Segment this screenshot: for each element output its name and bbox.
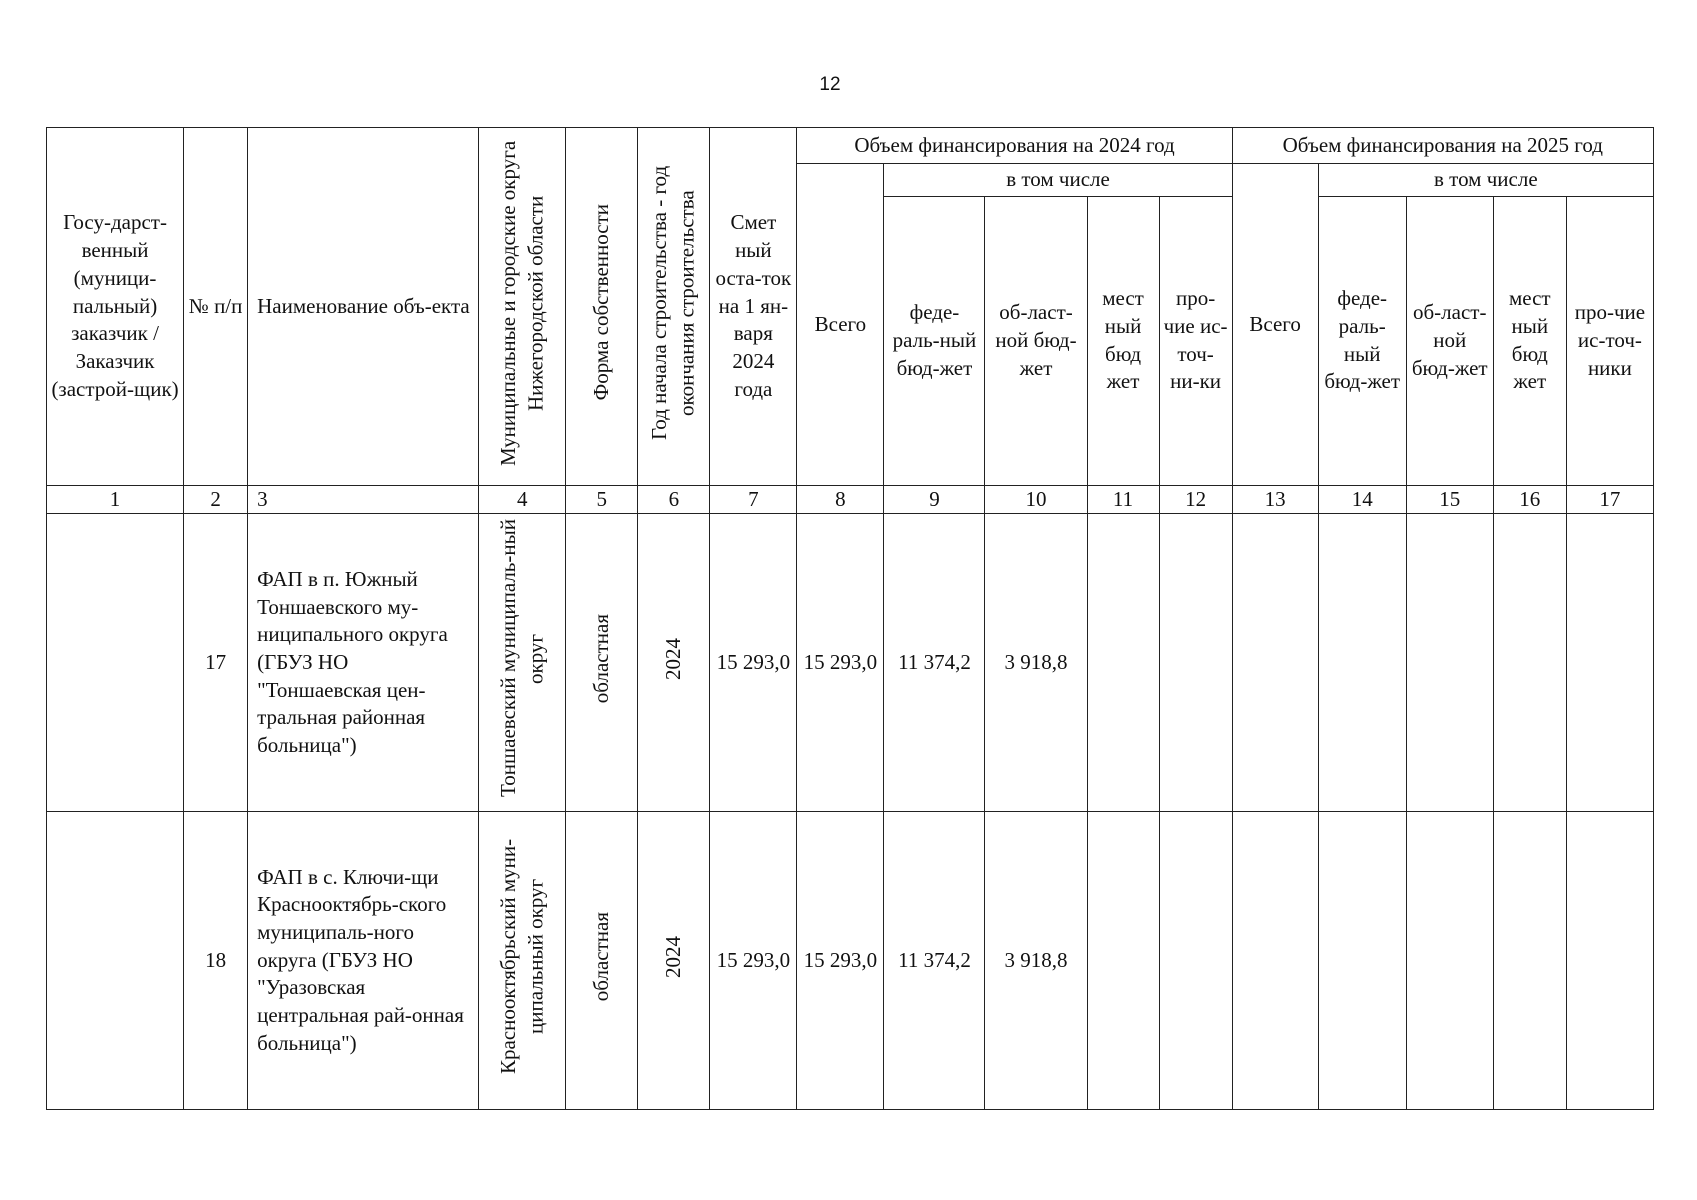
customer-cell: [47, 812, 184, 1110]
regional-2025-cell: [1406, 812, 1493, 1110]
total-2024-cell: 15 293,0: [797, 514, 884, 812]
header-customer: Госу-дарст-венный (муници-пальный) заказчик / Заказчик (застрой-щик): [47, 128, 184, 486]
total-2025-cell: [1232, 514, 1318, 812]
other-2024-cell: [1159, 514, 1232, 812]
column-number: 11: [1087, 485, 1159, 514]
local-2024-cell: [1087, 812, 1159, 1110]
federal-2024-cell: 11 374,2: [884, 514, 985, 812]
header-funding-2024: Объем финансирования на 2024 год: [797, 128, 1232, 164]
total-2024-cell: 15 293,0: [797, 812, 884, 1110]
header-municipal-cell: [479, 128, 566, 486]
ownership-cell: [566, 812, 638, 1110]
header-years-cell: [638, 128, 710, 486]
column-number-row: [47, 485, 1654, 514]
header-federal-2025: феде-раль-ный бюд-жет: [1318, 196, 1406, 485]
other-2025-cell: [1566, 514, 1653, 812]
column-number: 12: [1159, 485, 1232, 514]
page-number: 12: [819, 74, 841, 95]
remainder-cell: 15 293,0: [710, 514, 797, 812]
header-local-2025: мест ный бюд жет: [1493, 196, 1566, 485]
other-2025-cell: [1566, 812, 1653, 1110]
column-number: 2: [184, 485, 248, 514]
row-number-cell: 18: [184, 812, 248, 1110]
customer-cell: [47, 514, 184, 812]
header-years: Год начала строительства - год окончания строительства: [647, 165, 699, 440]
header-including-2024: в том числе: [884, 164, 1232, 197]
object-name-cell: ФАП в с. Ключи-щи Краснооктябрь-ского муниципаль-ного округа (ГБУЗ НО "Уразовская центральная рай-онная больница"): [248, 812, 479, 1110]
header-other-2024: про-чие ис-точ-ни-ки: [1159, 196, 1232, 485]
header-ownership-cell: [566, 128, 638, 486]
column-number: 17: [1566, 485, 1653, 514]
local-2025-cell: [1493, 514, 1566, 812]
column-number: 15: [1406, 485, 1493, 514]
table-row: [47, 812, 1654, 1110]
header-regional-2024: об-ласт-ной бюд-жет: [985, 196, 1087, 485]
header-row-no: № п/п: [184, 128, 248, 486]
table-row: [47, 514, 1654, 812]
header-object-name: Наименование объ-екта: [248, 128, 479, 486]
regional-2024-cell: 3 918,8: [985, 514, 1087, 812]
ownership-cell: [566, 514, 638, 812]
column-number: 6: [638, 485, 710, 514]
years-text: 2024: [660, 935, 685, 978]
row-number-cell: 17: [184, 514, 248, 812]
header-ownership: Форма собственности: [588, 204, 613, 401]
construction-funding-table: [46, 127, 1654, 1110]
header-local-2024: мест ный бюд жет: [1087, 196, 1159, 485]
federal-2024-cell: 11 374,2: [884, 812, 985, 1110]
column-number: 9: [884, 485, 985, 514]
total-2025-cell: [1232, 812, 1318, 1110]
header-total-2024: Всего: [797, 164, 884, 486]
header-funding-2025: Объем финансирования на 2025 год: [1232, 128, 1653, 164]
federal-2025-cell: [1318, 514, 1406, 812]
regional-2025-cell: [1406, 514, 1493, 812]
federal-2025-cell: [1318, 812, 1406, 1110]
column-number: 8: [797, 485, 884, 514]
local-2024-cell: [1087, 514, 1159, 812]
header-municipal: Муниципальные и городские округа Нижегородской области: [495, 139, 548, 466]
municipality-text: Краснооктябрьский муни-ципальный округ: [495, 839, 548, 1075]
years-cell: [638, 812, 710, 1110]
municipality-cell: [479, 812, 566, 1110]
column-number: 1: [47, 485, 184, 514]
header-including-2025: в том числе: [1318, 164, 1653, 197]
column-number: 7: [710, 485, 797, 514]
local-2025-cell: [1493, 812, 1566, 1110]
column-number: 16: [1493, 485, 1566, 514]
header-other-2025: про-чие ис-точ-ники: [1566, 196, 1653, 485]
ownership-text: областная: [588, 614, 613, 704]
municipality-text: Тоншаевский муниципаль-ный округ: [495, 519, 548, 798]
remainder-cell: 15 293,0: [710, 812, 797, 1110]
other-2024-cell: [1159, 812, 1232, 1110]
header-regional-2025: об-ласт-ной бюд-жет: [1406, 196, 1493, 485]
column-number: 10: [985, 485, 1087, 514]
column-number: 14: [1318, 485, 1406, 514]
header-total-2025: Всего: [1232, 164, 1318, 486]
regional-2024-cell: 3 918,8: [985, 812, 1087, 1110]
ownership-text: областная: [588, 912, 613, 1002]
column-number: 13: [1232, 485, 1318, 514]
years-text: 2024: [660, 637, 685, 680]
years-cell: [638, 514, 710, 812]
header-remainder: Смет ный оста-ток на 1 ян-варя 2024 года: [710, 128, 797, 486]
column-number: 4: [479, 485, 566, 514]
object-name-cell: ФАП в п. Южный Тоншаевского му-ниципального округа (ГБУЗ НО "Тоншаевская цен-тральная районная больница"): [248, 514, 479, 812]
column-number: 5: [566, 485, 638, 514]
header-federal-2024: феде-раль-ный бюд-жет: [884, 196, 985, 485]
column-number: 3: [248, 485, 479, 514]
municipality-cell: [479, 514, 566, 812]
